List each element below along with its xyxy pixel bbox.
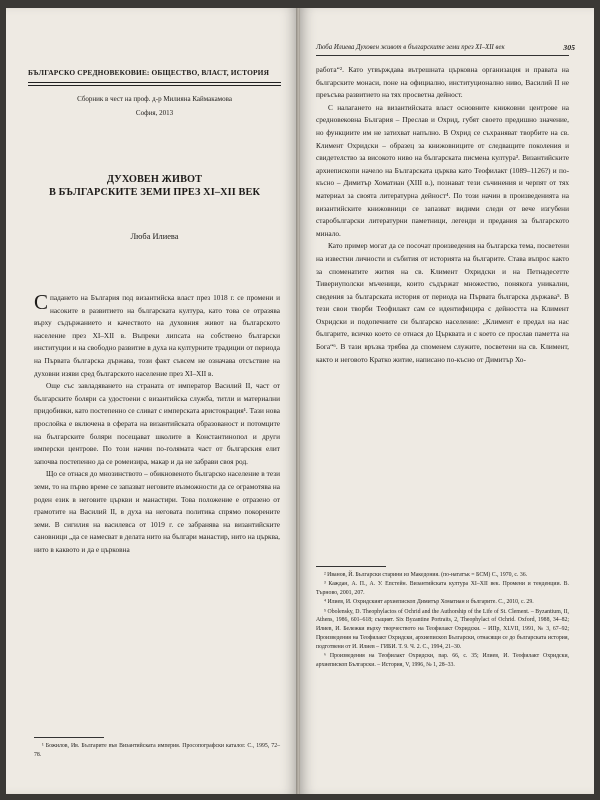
header-rule-thin [28,85,281,86]
city-year: София, 2013 [135,109,174,117]
footnote: ² Иванов, Й. Български старини из Македония. (по-нататък = БСМ) С., 1970, с. 36. [324,572,528,578]
paragraph: работа“². Като утвърждава вътрешната църковна организация и правата на българските монаси, поне на официално, институционално ниво, Василий II не преъсъва развитието на тях просветна дейност. [316,65,569,100]
header-rule-thick [28,82,281,83]
footnote-rule [316,566,386,567]
paragraph: Още със завладяването на страната от император Василий II, част от българските боляри са удостоени с византийска служба, титли и материални придобивки, като постепенно се сливат с имперската аристокрация¹. Тази нова прослойка е включена в сферата на византийската образованост и потомците на българските боляри посещават школите в Константинопол и други имперски центрове. По този начин по-голямата част от българския елит започва постепенно да се ромеизира, макар и да не забрави своя род. [34,381,280,466]
drop-cap: С [34,290,49,314]
paragraph: Като пример могат да се посочат произведения на българска тема, посветени на известни личности и събития от историята на българите. Става въпрос както за споменатите жития на св. Климент Охридски и на Петнадесетте Тивериуполски мъченици, които съдържат множество, понякога уникални, сведения за българската история от периода на Първата българска държава⁵. В тези свои творби Теофилакт сам се идентифицира с дейността на Климент Охридски и подопечните си българско население: „Климент е предал на нас българите, всичко което се отнася до Църквата и с което се прослав паметта на Бога“⁶. В тази връзка трябва да споменем служите, посветени на св. Климент, както и неговото Кратко житие, написано по-късно от Димитър Хо- [316,241,569,364]
footnote: ⁴ Илиев, И. Охридският архиепископ Димитър Хоматиан и българите. С., 2010, с. 29. [324,599,534,606]
footnote: ³ Каждан, А. П., А. У. Епстейн. Византийската култура XI–XII век. Промени и тенденции. В. Търново, 2001, 207. [316,581,569,597]
footnote: ⁶ Произведения на Теофилакт Охридски, пар. 66, с. 35; Илиев, И. Теофилакт Охридски, архиепископ Български. – История, V, 1996, № 1, 28–33. [316,653,569,668]
paragraph: С налагането на византийската власт основните книжовни центрове на средновековна България – Преслав и Охрид, губят своето предишно значение, но функциите им не затихват напълно. В Охрид се съхраняват творбите на св. Климент Охридски – образец за книжовниците от следващите поколения и свидетелство за високото ниво на българската писмена култура³. Византийските архиепископи начело на Българската църква като Теофилакт (1089–1126?) и по-късно – Димитър Хоматиан (XIII в.), познават тези съчинения и черпят от тях материал за своята литературна дейност⁴. По този начин в произведенията на византийските книжовници се запазват видими следи от вече изгубени старобългарски литературни паметници, легенди и предания за българското минало. [316,102,569,238]
paragraph: Спаданeто на България под византийска власт през 1018 г. се промени и насоките в развитието на българската култура, като това се отразява върху съдържанието и качеството на духовния живот на българското население през XI–XII в. Въпреки липсата на собствено български институции и на свободно развитие в духа на културните традиции от периода на Първата българска държава, този факт съвсем не означава отсъствие на духовни изяви сред българското население през XI–XII в. [34,290,280,378]
page-number: 305 [563,43,575,52]
left-body-text [34,292,280,556]
title-line-2: В БЪЛГАРСКИТЕ ЗЕМИ ПРЕЗ XI–XII ВЕК [48,186,261,198]
right-body-text [316,64,569,366]
right-footnotes [316,571,569,670]
series-title: БЪЛГАРСКО СРЕДНОВЕКОВИЕ: ОБЩЕСТВО, ВЛАСТ, ИСТОРИЯ [28,68,270,77]
title-line-1: ДУХОВЕН ЖИВОТ [106,174,203,185]
footnote: ¹ Божилов, Ив. Българите във Византийската империя. Просопографски каталог. С., 1995, 72–78. [34,743,280,758]
article-title [28,174,281,199]
running-head-rule [316,55,569,56]
paragraph: Що се отнася до мнозинството – обикновеното българско население в тези земи, то на първо време се запазват неговите възможности да се ограмотява на роден език в неговите църкви и манастири. Това положение е отразено от грамотите на Василий II, в духа на неговата политика спрямо покорените земи. В сигилия на василевса от 1019 г. се забранява на византийските сановници „да се намесват в делата нито на българи манастир, нито на църква, нито в каквото и да е църковна [34,469,280,554]
dedication-line: Сборник в чест на проф. д-р Милияна Каймакамова [77,95,232,103]
left-footnotes [34,742,280,760]
article-author: Люба Илиева [130,232,179,241]
footnote-rule [34,737,104,738]
running-head: Люба Илиева Духовен живот в българските земи през XI–XII век [316,44,505,51]
footnote: ⁵ Obolensky, D. Theophylactos of Ochrid and the Authorship of the Life of St. Clement. – Byzantium, II, Athens, 1986, 601–618; същият. Six Byzantine Portraits, 2, Theophylact of Ochrid. Oxford, 1988, 34–82; Илиев, И. Бележки върху творчеството на Теофилакт Охридски. – ИПр, XLVII, 1991, № 3, 67–92; Произведения на Теофилакт Охридски, архиепископ Български, отнасящи се до българската история, подготвени от И. Илиев – ГИБИ. Т. 9. Ч. 2. С., 1994, 21–30. [316,608,569,650]
